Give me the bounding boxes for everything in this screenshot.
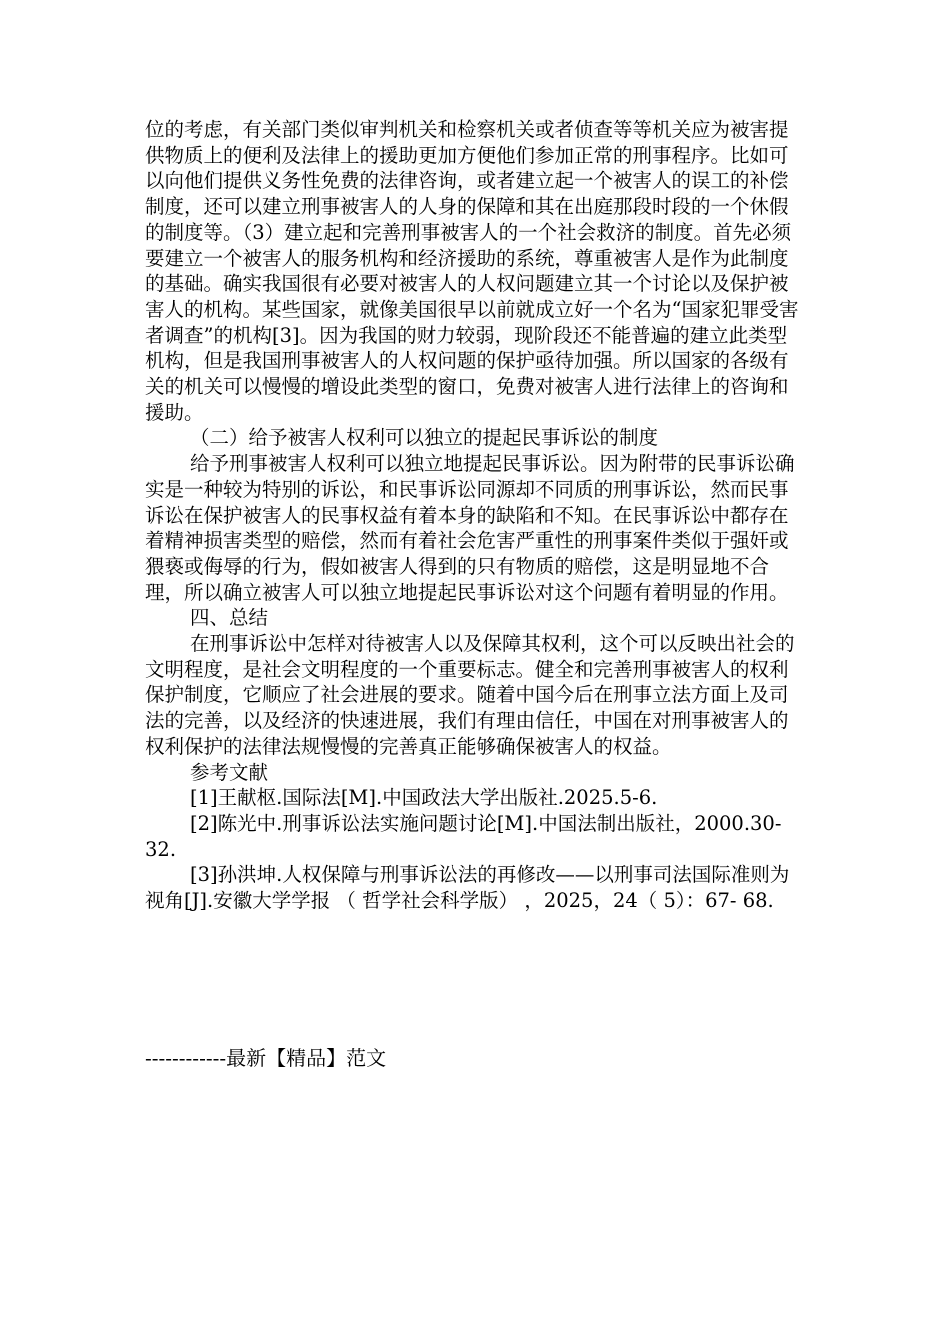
- reference-item: [2]陈光中.刑事诉讼法实施问题讨论[M].中国法制出版社，2000.30-32.: [145, 811, 782, 861]
- section-subheading: （二）给予被害人权利可以独立的提起民事诉讼的制度: [190, 426, 659, 450]
- section-heading-summary: 四、总结: [190, 606, 269, 630]
- references-heading: 参考文献: [190, 760, 269, 784]
- body-paragraph-continuation: 位的考虑，有关部门类似审判机关和检察机关或者侦查等等机关应为被害提供物质上的便利及法律上的援助更加方便他们参加正常的刑事程序。比如可以向他们提供义务性免费的法律咨询，或者建立起一个被害人的误工的补偿制度，还可以建立刑事被害人的人身的保障和其在出庭那段时段的一个休假的制度等。（3）建立起和完善刑事被害人的一个社会救济的制度。首先必须要建立一个被害人的服务机构和经济援助的系统，尊重被害人是作为此制度的基础。确实我国很有必要对被害人的人权问题建立其一个讨论以及保护被害人的机构。某些国家，就像美国很早以前就成立好一个名为“国家犯罪受害者调查”的机构[3]。因为我国的财力较弱，现阶段还不能普遍的建立此类型机构，但是我国刑事被害人的人权问题的保护亟待加强。所以国家的各级有关的机关可以慢慢的增设此类型的窗口，免费对被害人进行法律上的咨询和援助。: [145, 118, 799, 424]
- document-body: [145, 117, 805, 914]
- body-paragraph: 给予刑事被害人权利可以独立地提起民事诉讼。因为附带的民事诉讼确实是一种较为特别的诉讼，和民事诉讼同源却不同质的刑事诉讼，然而民事诉讼在保护被害人的民事权益有着本身的缺陷和不知。在民事诉讼中都存在着精神损害类型的赔偿，然而有着社会危害严重性的刑事案件类似于强奸或猥亵或侮辱的行为，假如被害人得到的只有物质的赔偿，这是明显地不合理，所以确立被害人可以独立地提起民事诉讼对这个问题有着明显的作用。: [145, 452, 795, 604]
- reference-item: [1]王献枢.国际法[M].中国政法大学出版社.2025.5-6.: [190, 786, 658, 810]
- reference-item: [3]孙洪坤.人权保障与刑事诉讼法的再修改——以刑事司法国际准则为视角[J].安徽大学学报 （ 哲学社会科学版） ，2025，24（ 5）：67- 68.: [145, 863, 790, 913]
- body-paragraph: 在刑事诉讼中怎样对待被害人以及保障其权利，这个可以反映出社会的文明程度，是社会文明程度的一个重要标志。健全和完善刑事被害人的权利保护制度，它顺应了社会进展的要求。随着中国今后在刑事立法方面上及司法的完善，以及经济的快速进展，我们有理由信任，中国在对刑事被害人的权利保护的法律法规慢慢的完善真正能够确保被害人的权益。: [145, 632, 795, 758]
- footer-text: ------------最新【精品】范文: [145, 1046, 387, 1070]
